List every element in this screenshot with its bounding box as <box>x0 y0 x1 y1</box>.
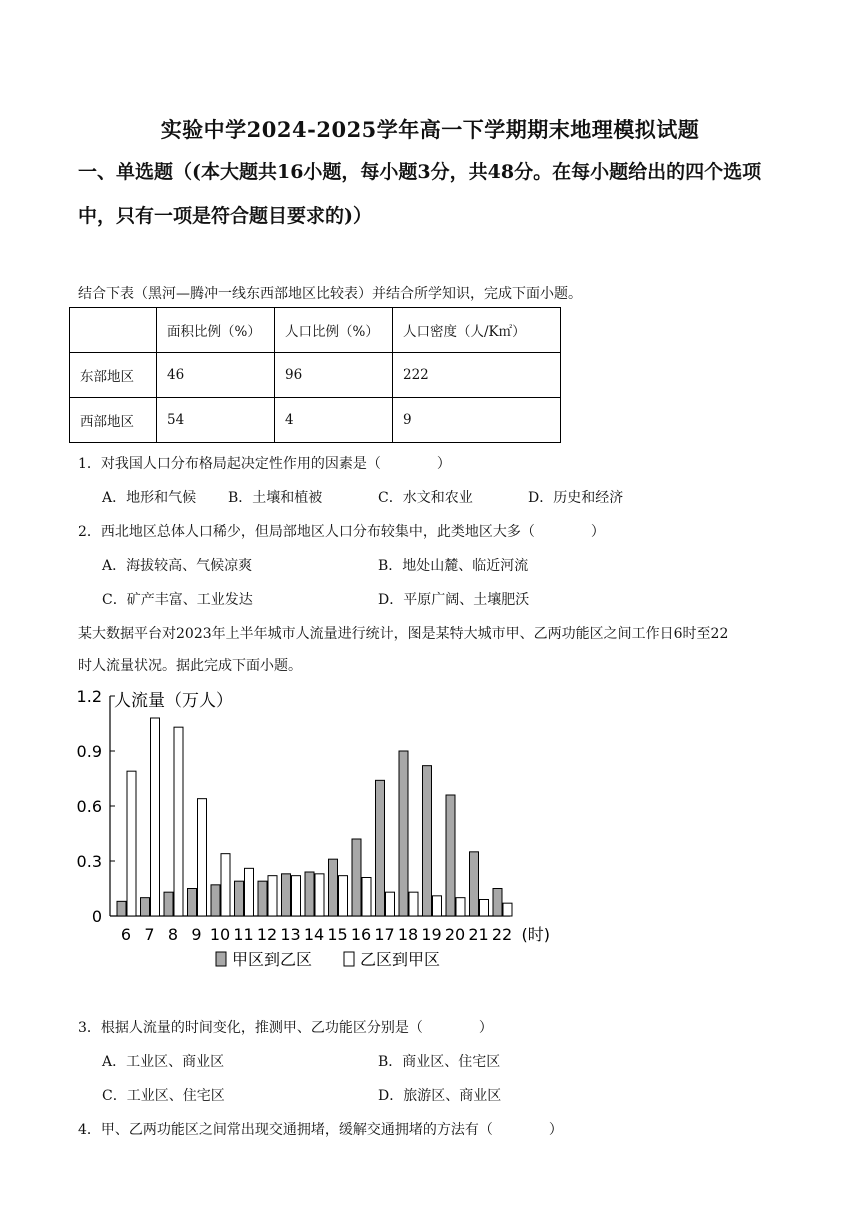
x-tick-label: 9 <box>191 925 202 944</box>
intro-text-2-line-2: 时人流量状况。据此完成下面小题。 <box>78 658 302 674</box>
page-title: 实验中学2024-2025学年高一下学期期末地理模拟试题 <box>160 117 700 142</box>
bar-yi-to-jia <box>198 799 207 916</box>
q2-option-c: C．矿产丰富、工业发达 <box>102 592 253 608</box>
x-tick-label: 22 <box>491 925 513 944</box>
bar-yi-to-jia <box>174 727 183 916</box>
bar-yi-to-jia <box>151 718 160 916</box>
x-tick-label: 19 <box>421 925 442 944</box>
bar-jia-to-yi <box>423 766 432 916</box>
table-cell: 222 <box>393 353 561 398</box>
bar-yi-to-jia <box>362 878 371 917</box>
table-cell: 54 <box>157 398 275 443</box>
bar-jia-to-yi <box>329 859 338 916</box>
legend-swatch <box>216 952 226 966</box>
x-tick-label: 21 <box>468 925 489 944</box>
question-2-stem: 2．西北地区总体人口稀少，但局部地区人口分布较集中，此类地区大多（ ） <box>78 524 605 540</box>
table-header-row <box>70 308 561 353</box>
q3-option-a: A．工业区、商业区 <box>102 1054 225 1070</box>
table-row <box>70 353 561 398</box>
table-header-cell: 人口密度（人/K㎡） <box>393 308 561 353</box>
bar-yi-to-jia <box>386 892 395 916</box>
bar-yi-to-jia <box>503 903 512 916</box>
table-cell: 9 <box>393 398 561 443</box>
bar-jia-to-yi <box>141 898 150 916</box>
question-1-stem: 1．对我国人口分布格局起决定性作用的因素是（ ） <box>78 456 451 472</box>
x-tick-label: 8 <box>167 925 179 944</box>
y-tick-label: 0.6 <box>76 797 102 816</box>
q1-option-b: B．土壤和植被 <box>228 490 323 506</box>
q3-option-d: D．旅游区、商业区 <box>378 1088 502 1104</box>
y-axis-label: 人流量（万人） <box>114 691 233 711</box>
bar-jia-to-yi <box>282 874 291 916</box>
question-3-stem: 3．根据人流量的时间变化，推测甲、乙功能区分别是（ ） <box>78 1020 493 1036</box>
q2-option-a: A．海拔较高、气候凉爽 <box>102 558 253 574</box>
x-tick-label: 13 <box>280 925 301 944</box>
table-cell: 96 <box>275 353 393 398</box>
section-heading: 一、单选题（(本大题共16小题，每小题3分，共48分。在每小题给出的四个选项中，只有一项是符合题目要求的)） <box>78 161 762 227</box>
x-tick-label: 15 <box>327 925 348 944</box>
q1-option-a: A．地形和气候 <box>102 490 197 506</box>
bar-jia-to-yi <box>235 881 244 916</box>
y-tick-label: 0 <box>91 907 102 926</box>
bar-yi-to-jia <box>315 874 324 916</box>
x-tick-label: 18 <box>397 925 419 944</box>
x-tick-label: 11 <box>233 925 254 944</box>
x-axis-label: (时) <box>521 925 550 944</box>
legend-swatch <box>344 952 354 966</box>
table-cell: 西部地区 <box>70 398 157 443</box>
bar-jia-to-yi <box>164 892 173 916</box>
bar-jia-to-yi <box>352 839 361 916</box>
bar-yi-to-jia <box>456 898 465 916</box>
bar-jia-to-yi <box>446 795 455 916</box>
legend-label: 乙区到甲区 <box>360 950 441 969</box>
table-cell: 46 <box>157 353 275 398</box>
y-tick-label: 1.2 <box>76 687 102 706</box>
q1-option-c: C．水文和农业 <box>378 490 473 506</box>
x-tick-label: 10 <box>209 925 231 944</box>
x-tick-label: 7 <box>144 925 155 944</box>
y-tick-label: 0.9 <box>76 742 102 761</box>
table-header-cell <box>70 308 157 353</box>
bar-yi-to-jia <box>339 876 348 916</box>
bar-jia-to-yi <box>376 780 385 916</box>
table-row <box>70 398 561 443</box>
bar-jia-to-yi <box>399 751 408 916</box>
x-tick-label: 14 <box>303 925 325 944</box>
bar-jia-to-yi <box>188 889 197 917</box>
bar-jia-to-yi <box>305 872 314 916</box>
bar-yi-to-jia <box>268 876 277 916</box>
q1-option-d: D．历史和经济 <box>528 490 624 506</box>
bar-yi-to-jia <box>221 854 230 916</box>
bar-jia-to-yi <box>493 889 502 917</box>
pedestrian-flow-chart <box>70 684 560 974</box>
x-tick-label: 6 <box>120 925 132 944</box>
question-4-stem: 4．甲、乙两功能区之间常出现交通拥堵，缓解交通拥堵的方法有（ ） <box>78 1122 563 1138</box>
bar-yi-to-jia <box>245 868 254 916</box>
legend-label: 甲区到乙区 <box>232 950 313 969</box>
table-cell: 东部地区 <box>70 353 157 398</box>
q3-option-b: B．商业区、住宅区 <box>378 1054 501 1070</box>
y-tick-label: 0.3 <box>76 852 102 871</box>
bar-yi-to-jia <box>480 900 489 917</box>
table-header-cell: 人口比例（%） <box>275 308 393 353</box>
bar-yi-to-jia <box>127 771 136 916</box>
x-tick-label: 12 <box>256 925 278 944</box>
bar-yi-to-jia <box>292 876 301 916</box>
bar-jia-to-yi <box>470 852 479 916</box>
bar-yi-to-jia <box>433 896 442 916</box>
intro-text-1: 结合下表（黑河—腾冲一线东西部地区比较表）并结合所学知识，完成下面小题。 <box>78 286 582 302</box>
x-tick-label: 16 <box>350 925 372 944</box>
intro-text-2-line-1: 某大数据平台对2023年上半年城市人流量进行统计，图是某特大城市甲、乙两功能区之间工作日6时至22 <box>78 626 729 642</box>
bar-jia-to-yi <box>117 901 126 916</box>
q3-option-c: C．工业区、住宅区 <box>102 1088 225 1104</box>
q2-option-b: B．地处山麓、临近河流 <box>378 558 529 574</box>
comparison-table <box>69 307 561 443</box>
table-cell: 4 <box>275 398 393 443</box>
q2-option-d: D．平原广阔、土壤肥沃 <box>378 592 530 608</box>
bar-yi-to-jia <box>409 892 418 916</box>
bar-jia-to-yi <box>258 881 267 916</box>
x-tick-label: 20 <box>444 925 466 944</box>
table-header-cell: 面积比例（%） <box>157 308 275 353</box>
x-tick-label: 17 <box>374 925 395 944</box>
bar-jia-to-yi <box>211 885 220 916</box>
